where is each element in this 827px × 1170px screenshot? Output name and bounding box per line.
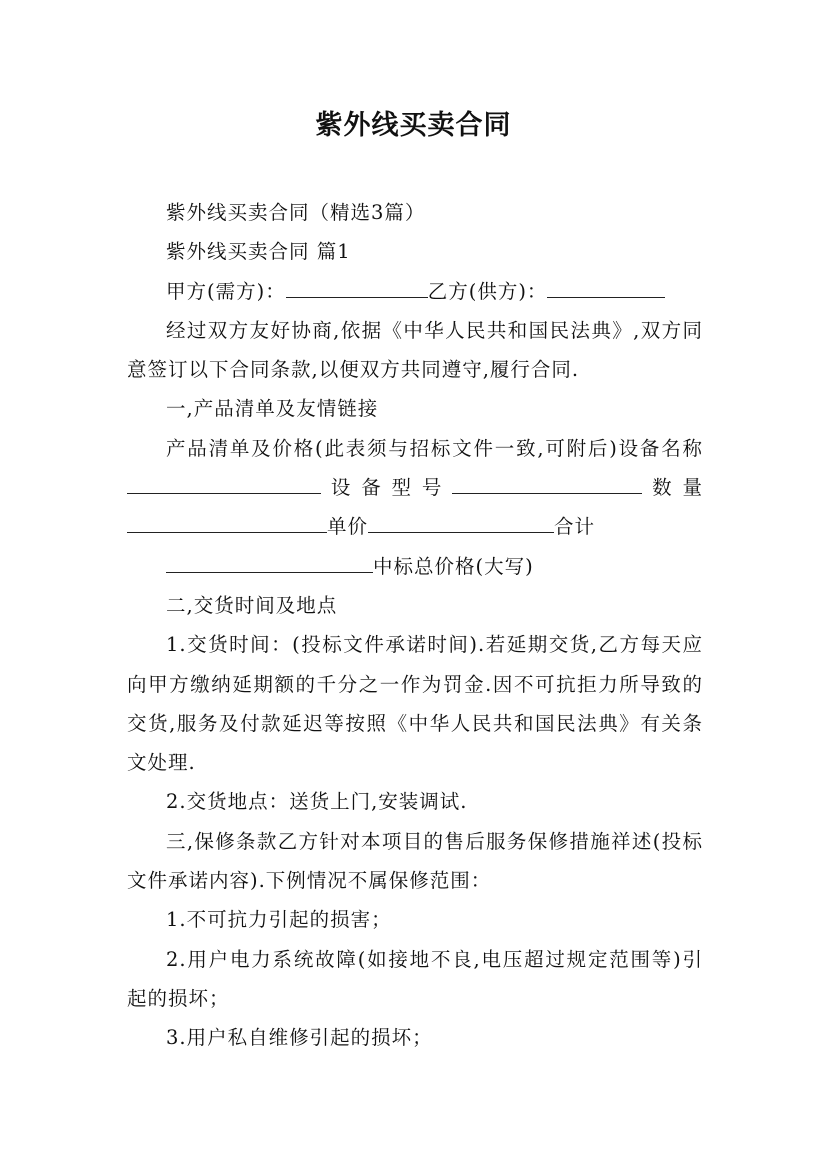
bid-total-label: 中标总价格(大写) xyxy=(373,554,534,578)
delivery-time-clause: 1.交货时间：(投标文件承诺时间).若延期交货,乙方每天应向甲方缴纳延期额的千分之一作为罚金.因不可抗拒力所导致的交货,服务及付款延迟等按照《中华人民共和国民法典》有关条文处理. xyxy=(127,633,703,775)
model-label: 设备型号 xyxy=(321,476,453,500)
document-title: 紫外线买卖合同 xyxy=(315,110,512,141)
bid-total-line xyxy=(127,547,703,586)
total-blank xyxy=(166,550,373,573)
party-a-blank xyxy=(286,275,428,298)
intro-paragraph: 经过双方友好协商,依据《中华人民共和国民法典》,双方同意签订以下合同条款,以便双方共同遵守,履行合同. xyxy=(127,318,703,382)
document-body xyxy=(127,193,703,1058)
subtitle: 紫外线买卖合同（精选3篇） xyxy=(166,201,426,224)
model-blank xyxy=(452,471,642,494)
delivery-place-clause: 2.交货地点：送货上门,安装调试. xyxy=(166,790,468,814)
exclusion-item-1: 1.不可抗力引起的损害； xyxy=(166,908,392,932)
section3-warranty: 三,保修条款乙方针对本项目的售后服务保修措施祥述(投标文件承诺内容).下例情况不属保修范围： xyxy=(127,829,703,893)
party-b-label: 乙方(供方)： xyxy=(427,279,548,303)
product-list-intro: 产品清单及价格(此表须与招标文件一致,可附后)设备名称 xyxy=(166,436,703,460)
exclusion-item-3: 3.用户私自维修引起的损坏； xyxy=(166,1026,433,1050)
section2-heading: 二,交货时间及地点 xyxy=(166,593,338,617)
quantity-label: 数量 xyxy=(642,476,703,500)
party-b-blank xyxy=(547,275,665,298)
party-a-label: 甲方(需方)： xyxy=(166,279,286,303)
unit-price-label: 单价 xyxy=(327,515,369,539)
section-heading: 紫外线买卖合同 篇1 xyxy=(166,240,351,264)
parties-line xyxy=(127,272,703,311)
equipment-name-blank xyxy=(127,471,321,494)
quantity-blank xyxy=(127,510,327,533)
exclusion-item-2: 2.用户电力系统故障(如接地不良,电压超过规定范围等)引起的损坏； xyxy=(127,947,703,1010)
section1-heading: 一,产品清单及友情链接 xyxy=(166,397,379,421)
product-list-paragraph xyxy=(127,429,703,547)
unit-price-blank xyxy=(368,510,554,533)
total-label: 合计 xyxy=(554,515,596,539)
